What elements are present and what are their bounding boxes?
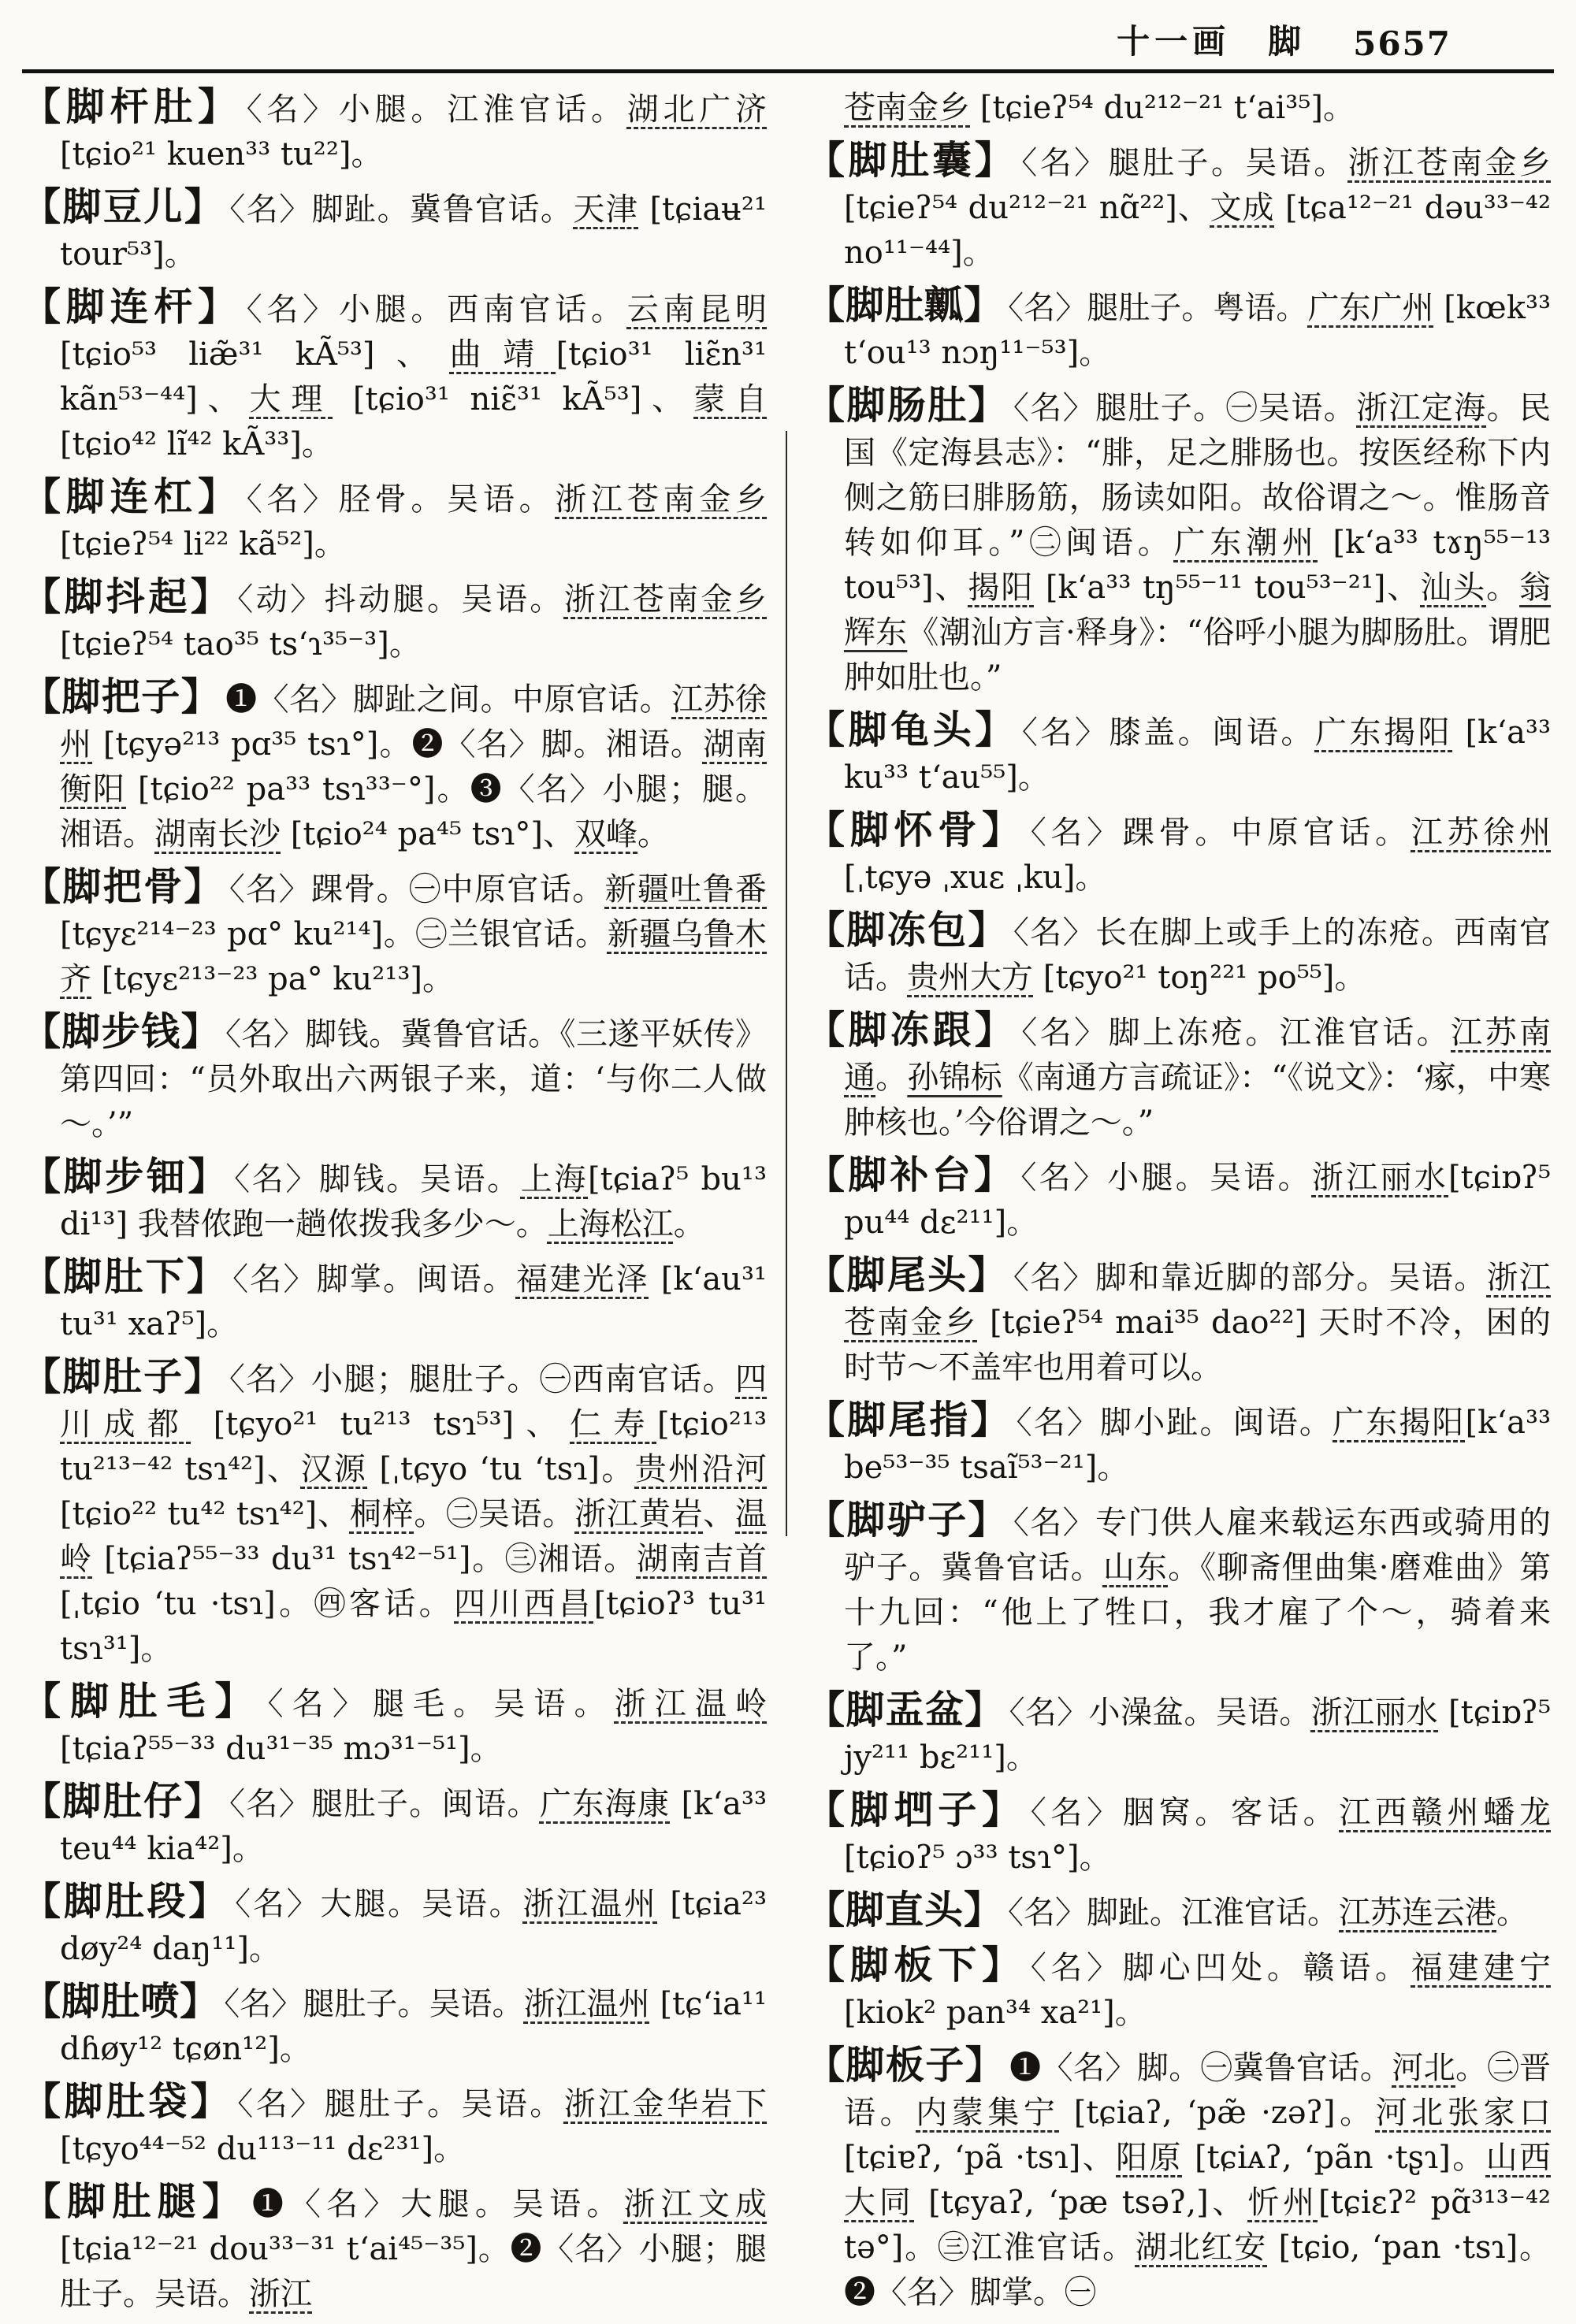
- entry-headword: 【脚豆儿】: [22, 184, 225, 229]
- entry-headword: 【脚杆肚】: [22, 84, 242, 129]
- place-name: 广东海康: [539, 1786, 671, 1822]
- entry-body-text: [tɕiᴀʔ, ʻpãn ·tʂɿ]。: [1182, 2140, 1486, 2176]
- place-name: 山东: [1102, 1550, 1169, 1586]
- place-name: 汕头: [1420, 570, 1487, 606]
- entry-body-text: [kœk³³ tʻou¹³ nɔŋ¹¹⁻⁵³]。: [844, 290, 1552, 371]
- entry-body-text: [tɕyo²¹ tu²¹³ tsɿ⁵³]、: [191, 1406, 571, 1442]
- place-name: 贵州沿河: [634, 1451, 767, 1487]
- dictionary-entry: [806, 908, 1551, 1001]
- entry-body-text: 〈名〉专门供人雇来载运东西或骑用的驴子。冀鲁官话。: [844, 1505, 1551, 1586]
- entry-body-text: 〈名〉腿肚子。㊀吴语。: [1013, 390, 1357, 426]
- place-name: 广东潮州: [1173, 525, 1318, 561]
- dictionary-entry: [22, 864, 767, 1002]
- entry-headword: 【脚肚仔】: [22, 1778, 225, 1824]
- entry-body-text: 〈名〉腿肚子。吴语。: [237, 2086, 564, 2122]
- place-name: 浙江苍南金乡: [555, 481, 767, 518]
- dictionary-entry: [22, 84, 767, 177]
- entry-body-text: 〈名〉小腿。江淮官话。: [246, 91, 627, 128]
- entry-body-text: ❶〈名〉脚趾之间。中原官话。: [225, 681, 672, 718]
- entry-headword: 【脚步钿】: [22, 1153, 230, 1199]
- place-name: 浙江金华岩下: [563, 2086, 767, 2122]
- entry-body-text: [tɕia¹²⁻²¹ dou³³⁻³¹ tʻai⁴⁵⁻³⁵]。❷〈名〉小腿；腿肚子。吴语。: [60, 2231, 767, 2312]
- entry-body-text: [kʻau³¹ tu³¹ xaʔ⁵]。: [60, 1261, 768, 1342]
- dictionary-entry: [806, 1788, 1551, 1880]
- entry-headword: 【脚补台】: [806, 1152, 1017, 1197]
- entry-body-text: [ˌtɕio ʻtu ·tsɿ]。㊃客话。: [60, 1586, 455, 1622]
- entry-body-text: [tɕyɛ²¹⁴⁻²³ pɑ° ku²¹⁴]。㊁兰银官话。: [60, 916, 608, 952]
- place-name: 新疆乌鲁木齐: [60, 916, 768, 997]
- place-name: 广东广州: [1307, 290, 1434, 326]
- place-name: 湖北红安: [1135, 2229, 1267, 2266]
- entry-body-text: [tɕio⁵³ liæ̃³¹ kÃ⁵³]、: [60, 336, 450, 373]
- dictionary-entry: [22, 674, 767, 857]
- entry-body-text: 。: [875, 1060, 908, 1096]
- place-name: 新疆吐鲁番: [604, 871, 767, 908]
- entry-headword: 【脚龟头】: [806, 707, 1017, 752]
- place-name: 苍南金乡: [844, 90, 970, 126]
- place-name: 上海松江: [547, 1206, 674, 1242]
- place-name: 云南昆明: [626, 291, 768, 328]
- place-name: 浙江黄岩: [574, 1496, 704, 1532]
- place-name: 江苏南通: [844, 1015, 1551, 1096]
- place-name: 蒙自: [693, 381, 767, 418]
- entry-headword: 【脚肚囊】: [806, 137, 1017, 183]
- entry-body-text: [tɕiɒʔ⁵ jy²¹¹ bɛ²¹¹]。: [844, 1695, 1551, 1776]
- entry-body-text: 、: [703, 1496, 735, 1532]
- entry-body-text: [kʻa³³ tŋ⁵⁵⁻¹¹ tou⁵³⁻²¹]、: [1034, 570, 1421, 606]
- entry-body-text: 〈名〉脚和靠近脚的部分。吴语。: [1013, 1260, 1487, 1296]
- place-name: 内蒙集宁: [916, 2095, 1060, 2131]
- place-name: 河北张家口: [1375, 2095, 1552, 2131]
- entry-body-text: 〈名〉脚趾。冀鲁官话。: [229, 191, 574, 228]
- place-name: 江苏徐州: [1411, 815, 1552, 851]
- entry-body-text: [ˌtɕyə ˌxuɛ ˌku]。: [844, 859, 1107, 896]
- entry-body-text: [tɕyaʔ, ʻpæ tsəʔ,]、: [914, 2185, 1248, 2221]
- place-name: 天津: [573, 191, 639, 228]
- entry-body-text: 〈名〉小腿。吴语。: [1020, 1160, 1312, 1196]
- entry-headword: 【脚肚腿】: [22, 2178, 247, 2224]
- entry-body-text: [tɕio²² pa³³ tsɿ³³⁻°]。❸〈名〉小腿；腿。湘语。: [60, 771, 767, 852]
- entry-headword: 【脚步钱】: [22, 1008, 221, 1054]
- place-name: 揭阳: [968, 570, 1035, 606]
- place-name: 湖南吉首: [636, 1541, 768, 1577]
- entry-body-text: 〈名〉脚掌。闽语。: [232, 1261, 516, 1298]
- dictionary-entry: [22, 1154, 767, 1247]
- entry-body-text: 〈名〉脚钱。冀鲁官话。《三遂平妖传》第四回：“员外取出六两银子来，道：‘与你二人做～。’”: [60, 1016, 767, 1142]
- entry-body-text: [tɕieʔ⁵⁴ du²¹²⁻²¹ nɑ̃²²]、: [844, 190, 1210, 226]
- head-character: 脚: [1268, 22, 1307, 61]
- place-name: 文成: [1210, 190, 1275, 226]
- dictionary-entry: [22, 2079, 767, 2172]
- entry-body-text: [tɕyo²¹ toŋ²²¹ po⁵⁵]。: [1033, 960, 1366, 996]
- entry-body-text: 〈名〉腿肚子。吴语。: [224, 1986, 524, 2022]
- dictionary-entry: [806, 138, 1551, 276]
- entry-headword: 【脚肚段】: [22, 1878, 231, 1924]
- entry-body-text: [tɕiaʔ⁵⁵⁻³³ du³¹ tsɿ⁴²⁻⁵¹]。㊂湘语。: [92, 1541, 637, 1577]
- header-rule: [22, 69, 1554, 73]
- place-name: 福建光泽: [515, 1261, 649, 1298]
- entry-body-text: 。《聊斋俚曲集·磨难曲》第十九回：“他上了牲口，我才雇了个～，骑着来了。”: [844, 1550, 1552, 1676]
- dictionary-entry: [806, 1687, 1551, 1780]
- entry-continuation: [806, 86, 1551, 131]
- place-name: 广东揭阳: [1314, 715, 1453, 751]
- entry-body-text: 〈动〉抖动腿。吴语。: [237, 581, 564, 618]
- entry-headword: 【脚肚袋】: [22, 2078, 233, 2124]
- entry-body-text: ❶〈名〉大腿。吴语。: [251, 2186, 624, 2222]
- entry-body-text: [tɕiɛʔ² pɑ̃³¹³⁻⁴² tə°]。㊂江淮官话。: [844, 2185, 1552, 2266]
- place-name: 阳原: [1116, 2140, 1183, 2176]
- entry-body-text: [kiok² pan³⁴ xa²¹]。: [844, 1995, 1147, 2031]
- entry-body-text: [tɕʻia¹¹ dɦøy¹² tɕøn¹²]。: [60, 1986, 767, 2067]
- entry-body-text: [tɕiaʔ⁵ bu¹³ di¹³] 我替侬跑一趟侬拨我多少～。: [60, 1161, 767, 1242]
- place-name: 浙江丽水: [1310, 1695, 1438, 1731]
- entry-body-text: 〈名〉小腿；腿肚子。㊀西南官话。: [229, 1361, 735, 1398]
- entry-body-text: [kʻa³³ tɤŋ⁵⁵⁻¹³ tou⁵³]、: [844, 525, 1552, 606]
- entry-body-text: [tɕieʔ⁵⁴ li²² kã⁵²]。: [60, 526, 346, 562]
- entry-headword: 【脚垇子】: [806, 1787, 1026, 1832]
- entry-body-text: 〈名〉腿肚子。闽语。: [229, 1786, 540, 1822]
- entry-body-text: 〈名〉腿毛。吴语。: [267, 1686, 615, 1722]
- entry-body-text: [tɕiaʔ⁵⁵⁻³³ du³¹⁻³⁵ mɔ³¹⁻⁵¹]。: [60, 1731, 502, 1767]
- person-name: 孙锦标: [907, 1060, 1002, 1096]
- entry-body-text: [tɕyə²¹³ pɑ³⁵ tsɿ°]。❷〈名〉脚。湘语。: [92, 726, 703, 763]
- dictionary-entry: [806, 1253, 1551, 1390]
- dictionary-entry: [806, 1398, 1551, 1491]
- entry-body-text: ❶〈名〉脚。㊀冀鲁官话。: [1009, 2050, 1392, 2086]
- entry-body-text: 。㊁吴语。: [414, 1496, 575, 1532]
- place-name: 浙江温岭: [614, 1686, 768, 1722]
- place-name: 江苏连云港: [1339, 1895, 1497, 1931]
- entry-body-text: [kʻa³³ be⁵³⁻³⁵ tsaĩ⁵³⁻²¹]。: [844, 1405, 1552, 1486]
- entry-headword: 【脚连杆】: [22, 284, 242, 329]
- entry-body-text: 〈名〉胫骨。吴语。: [246, 481, 556, 518]
- entry-body-text: 〈名〉腿肚子。吴语。: [1021, 145, 1348, 181]
- place-name: 曲靖: [449, 336, 556, 373]
- entry-headword: 【脚肚瓤】: [806, 282, 1004, 328]
- dictionary-entry: [806, 283, 1551, 376]
- dictionary-column-left: [22, 84, 767, 2324]
- entry-headword: 【脚肚喷】: [22, 1978, 220, 2024]
- dictionary-entry: [22, 1254, 767, 1347]
- place-name: 上海: [520, 1161, 589, 1197]
- entry-headword: 【脚驴子】: [806, 1497, 1009, 1543]
- dictionary-entry: [806, 1008, 1551, 1145]
- entry-body-text: 〈名〉小澡盆。吴语。: [1009, 1695, 1311, 1731]
- place-name: 浙江温州: [523, 1986, 650, 2022]
- entry-body-text: [tɕiɐʔ, ʻpã ·tsɿ]、: [844, 2140, 1117, 2176]
- page-header: [22, 11, 1554, 63]
- place-name: 湖南衡阳: [60, 726, 768, 807]
- place-name: 浙江文成: [623, 2186, 768, 2222]
- entry-body-text: 。: [1486, 570, 1520, 606]
- place-name: 四川西昌: [454, 1586, 594, 1622]
- entry-headword: 【脚怀骨】: [806, 807, 1026, 852]
- entry-headword: 【脚直头】: [806, 1887, 1004, 1932]
- section-title: [1117, 16, 1306, 63]
- place-name: 贵州大方: [907, 960, 1033, 996]
- entry-body-text: [kʻa³³ ku³³ tʻau⁵⁵]。: [844, 715, 1551, 796]
- entry-body-text: [tɕio²¹³ tu²¹³⁻⁴² tsɿ⁴²]、: [60, 1406, 768, 1487]
- entry-body-text: 〈名〉脚小趾。闽语。: [1016, 1405, 1333, 1441]
- entry-body-text: 〈名〉膝盖。闽语。: [1021, 715, 1315, 751]
- place-name: 浙江温州: [522, 1886, 658, 1922]
- dictionary-entry: [22, 474, 767, 567]
- place-name: 山西大同: [844, 2140, 1552, 2221]
- entry-headword: 【脚板下】: [806, 1942, 1026, 1988]
- entry-body-text: 《潮汕方言·释身》：“俗呼小腿为脚肠肚。谓肥肿如肚也。”: [844, 614, 1552, 696]
- place-name: 忻州: [1247, 2185, 1318, 2221]
- entry-headword: 【脚肚毛】: [22, 1678, 263, 1724]
- entry-body-text: [tɕio²⁴ pa⁴⁵ tsɿ°]、: [281, 816, 575, 852]
- dictionary-entry: [806, 1888, 1551, 1936]
- entry-headword: 【脚尾头】: [806, 1252, 1009, 1298]
- entry-body-text: 〈名〉小腿。西南官话。: [246, 291, 627, 328]
- dictionary-entry: [806, 1943, 1551, 2036]
- entry-headword: 【脚冻跟】: [806, 1007, 1017, 1052]
- dictionary-column-right: [806, 84, 1551, 2324]
- entry-body-text: [ˌtɕyo ʻtu ʻtsɿ]。: [367, 1451, 635, 1487]
- entry-body-text: 〈名〉踝骨。㊀中原官话。: [229, 871, 605, 908]
- dictionary-entry: [22, 1779, 767, 1872]
- entry-body-text: 〈名〉腿肚子。粤语。: [1008, 290, 1308, 326]
- dictionary-entry: [22, 1979, 767, 2072]
- dictionary-entry: [806, 1498, 1551, 1680]
- place-name: 汉源: [300, 1451, 368, 1487]
- dictionary-entry: [22, 284, 767, 467]
- place-name: 浙江苍南金乡: [844, 1260, 1551, 1341]
- entry-body-text: [tɕio²² tu⁴² tsɿ⁴²]、: [60, 1496, 350, 1532]
- column-divider: [784, 84, 789, 2324]
- place-name: 福建建宁: [1411, 1950, 1552, 1986]
- entry-body-text: [tɕia²³ døy²⁴ daŋ¹¹]。: [60, 1886, 767, 1967]
- entry-body-text: [tɕio²¹ kuen³³ tu²²]。: [60, 136, 383, 173]
- entry-body-text: [tɕio, ʻpan ·tsɿ]。❷〈名〉脚掌。㊀: [844, 2229, 1551, 2311]
- page-number: 5657: [1353, 24, 1451, 63]
- place-name: 大理: [249, 381, 333, 418]
- place-name: 河北: [1392, 2050, 1456, 2086]
- dictionary-entry: [806, 2043, 1551, 2315]
- entry-body-text: [tɕioʔ⁵ ɔ³³ tsɿ°]。: [844, 1840, 1111, 1876]
- entry-body-text: 〈名〉脚钱。吴语。: [234, 1161, 521, 1197]
- dictionary-entry: [22, 2179, 767, 2317]
- place-name: 湖南长沙: [154, 816, 281, 852]
- entry-body-text: [tɕieʔ⁵⁴ du²¹²⁻²¹ tʻai³⁵]。: [970, 90, 1355, 126]
- entry-body-text: [tɕyo⁴⁴⁻⁵² du¹¹³⁻¹¹ dɛ²³¹]。: [60, 2131, 466, 2167]
- dictionary-entry: [22, 1679, 767, 1772]
- dictionary-entry: [22, 1009, 767, 1147]
- entry-body-text: 〈名〉脚上冻疮。江淮官话。: [1021, 1015, 1451, 1051]
- entry-body-text: [tɕa¹²⁻²¹ dəu³³⁻⁴² no¹¹⁻⁴⁴]。: [844, 190, 1552, 271]
- stroke-section: 十一画: [1117, 22, 1231, 61]
- entry-headword: 【脚把子】: [22, 674, 221, 719]
- place-name: 浙江苍南金乡: [563, 581, 767, 618]
- place-name: 浙江: [249, 2276, 312, 2312]
- entry-headword: 【脚肚子】: [22, 1353, 225, 1399]
- entry-headword: 【脚盂盆】: [806, 1687, 1005, 1732]
- entry-body-text: 〈名〉胭窝。客话。: [1030, 1795, 1340, 1831]
- entry-headword: 【脚肠肚】: [806, 382, 1009, 428]
- entry-headword: 【脚连杠】: [22, 473, 242, 519]
- entry-body-text: [tɕieʔ⁵⁴ mai³⁵ dao²²] 天时不冷，困的时节～不盖牢也用着可以。: [844, 1305, 1551, 1386]
- entry-body-text: [tɕyɛ²¹³⁻²³ pa° ku²¹³]。: [91, 961, 454, 997]
- place-name: 浙江定海: [1356, 390, 1487, 426]
- person-name: 翁辉东: [844, 570, 1552, 651]
- place-name: 温岭: [60, 1496, 767, 1577]
- place-name: 江苏徐州: [60, 681, 767, 763]
- entry-body-text: [tɕiɒʔ⁵ pu⁴⁴ dɛ²¹¹]。: [844, 1160, 1552, 1241]
- place-name: 仁寿: [570, 1406, 657, 1442]
- dictionary-entry: [22, 1354, 767, 1672]
- entry-body-text: 。: [1496, 1895, 1529, 1931]
- dictionary-entry: [22, 574, 767, 667]
- text-columns: [22, 84, 1554, 2324]
- place-name: 双峰: [574, 816, 638, 852]
- place-name: 浙江苍南金乡: [1347, 145, 1551, 181]
- place-name: 江西赣州蟠龙: [1339, 1795, 1551, 1831]
- entry-headword: 【脚板子】: [806, 2042, 1005, 2088]
- entry-body-text: 〈名〉踝骨。中原官话。: [1030, 815, 1411, 851]
- entry-body-text: 〈名〉大腿。吴语。: [235, 1886, 523, 1922]
- entry-body-text: [tɕio⁴² lĩ⁴² kÃ³³]。: [60, 426, 333, 462]
- entry-body-text: [tɕieʔ⁵⁴ tao³⁵ tsʻɿ³⁵⁻³]。: [60, 626, 421, 663]
- entry-headword: 【脚把骨】: [22, 863, 225, 909]
- entry-headword: 【脚尾指】: [806, 1397, 1012, 1442]
- entry-body-text: 。民国《定海县志》：“腓，足之腓肠也。按医经称下内侧之筋曰腓肠筋，肠读如阳。故俗谓之～。惟肠音转如仰耳。”㊁闽语。: [844, 390, 1552, 561]
- place-name: 湖北广济: [626, 91, 768, 128]
- dictionary-entry: [22, 1879, 767, 1972]
- entry-body-text: [tɕiaʔ, ʻpæ̃ ·zəʔ]。: [1059, 2095, 1376, 2131]
- entry-body-text: 〈名〉脚趾。江淮官话。: [1008, 1895, 1340, 1931]
- dictionary-entry: [806, 807, 1551, 900]
- entry-body-text: 。: [673, 1206, 705, 1242]
- entry-body-text: 。㊁晋语。: [844, 2050, 1551, 2131]
- entry-body-text: [tɕio³¹ liɛ̃n³¹ kãn⁵³⁻⁴⁴]、: [60, 336, 768, 418]
- dictionary-entry: [806, 383, 1551, 700]
- place-name: 浙江丽水: [1311, 1160, 1449, 1196]
- entry-headword: 【脚冻包】: [806, 907, 1009, 952]
- dictionary-entry: [22, 184, 767, 277]
- entry-body-text: 。: [637, 816, 670, 852]
- entry-body-text: [tɕioʔ³ tu³¹ tsɿ³¹]。: [60, 1586, 768, 1667]
- entry-body-text: 〈名〉长在脚上或手上的冻疮。西南官话。: [844, 915, 1551, 996]
- entry-body-text: 《南通方言疏证》：“《说文》：‘瘃，中寒肿核也。’今俗谓之～。”: [844, 1060, 1552, 1141]
- entry-body-text: 〈名〉脚心凹处。赣语。: [1030, 1950, 1411, 1986]
- entry-body-text: [kʻa³³ teu⁴⁴ kia⁴²]。: [60, 1786, 767, 1867]
- entry-body-text: [tɕiaʉ²¹ tour⁵³]。: [60, 191, 767, 273]
- dictionary-entry: [806, 1153, 1551, 1246]
- entry-headword: 【脚肚下】: [22, 1253, 229, 1299]
- entry-headword: 【脚抖起】: [22, 574, 233, 619]
- place-name: 广东揭阳: [1333, 1405, 1466, 1441]
- place-name: 四川成都: [60, 1361, 767, 1442]
- entry-body-text: [tɕio³¹ niɛ̃³¹ kÃ⁵³]、: [333, 381, 694, 418]
- dictionary-entry: [806, 707, 1551, 800]
- place-name: 桐梓: [349, 1496, 414, 1532]
